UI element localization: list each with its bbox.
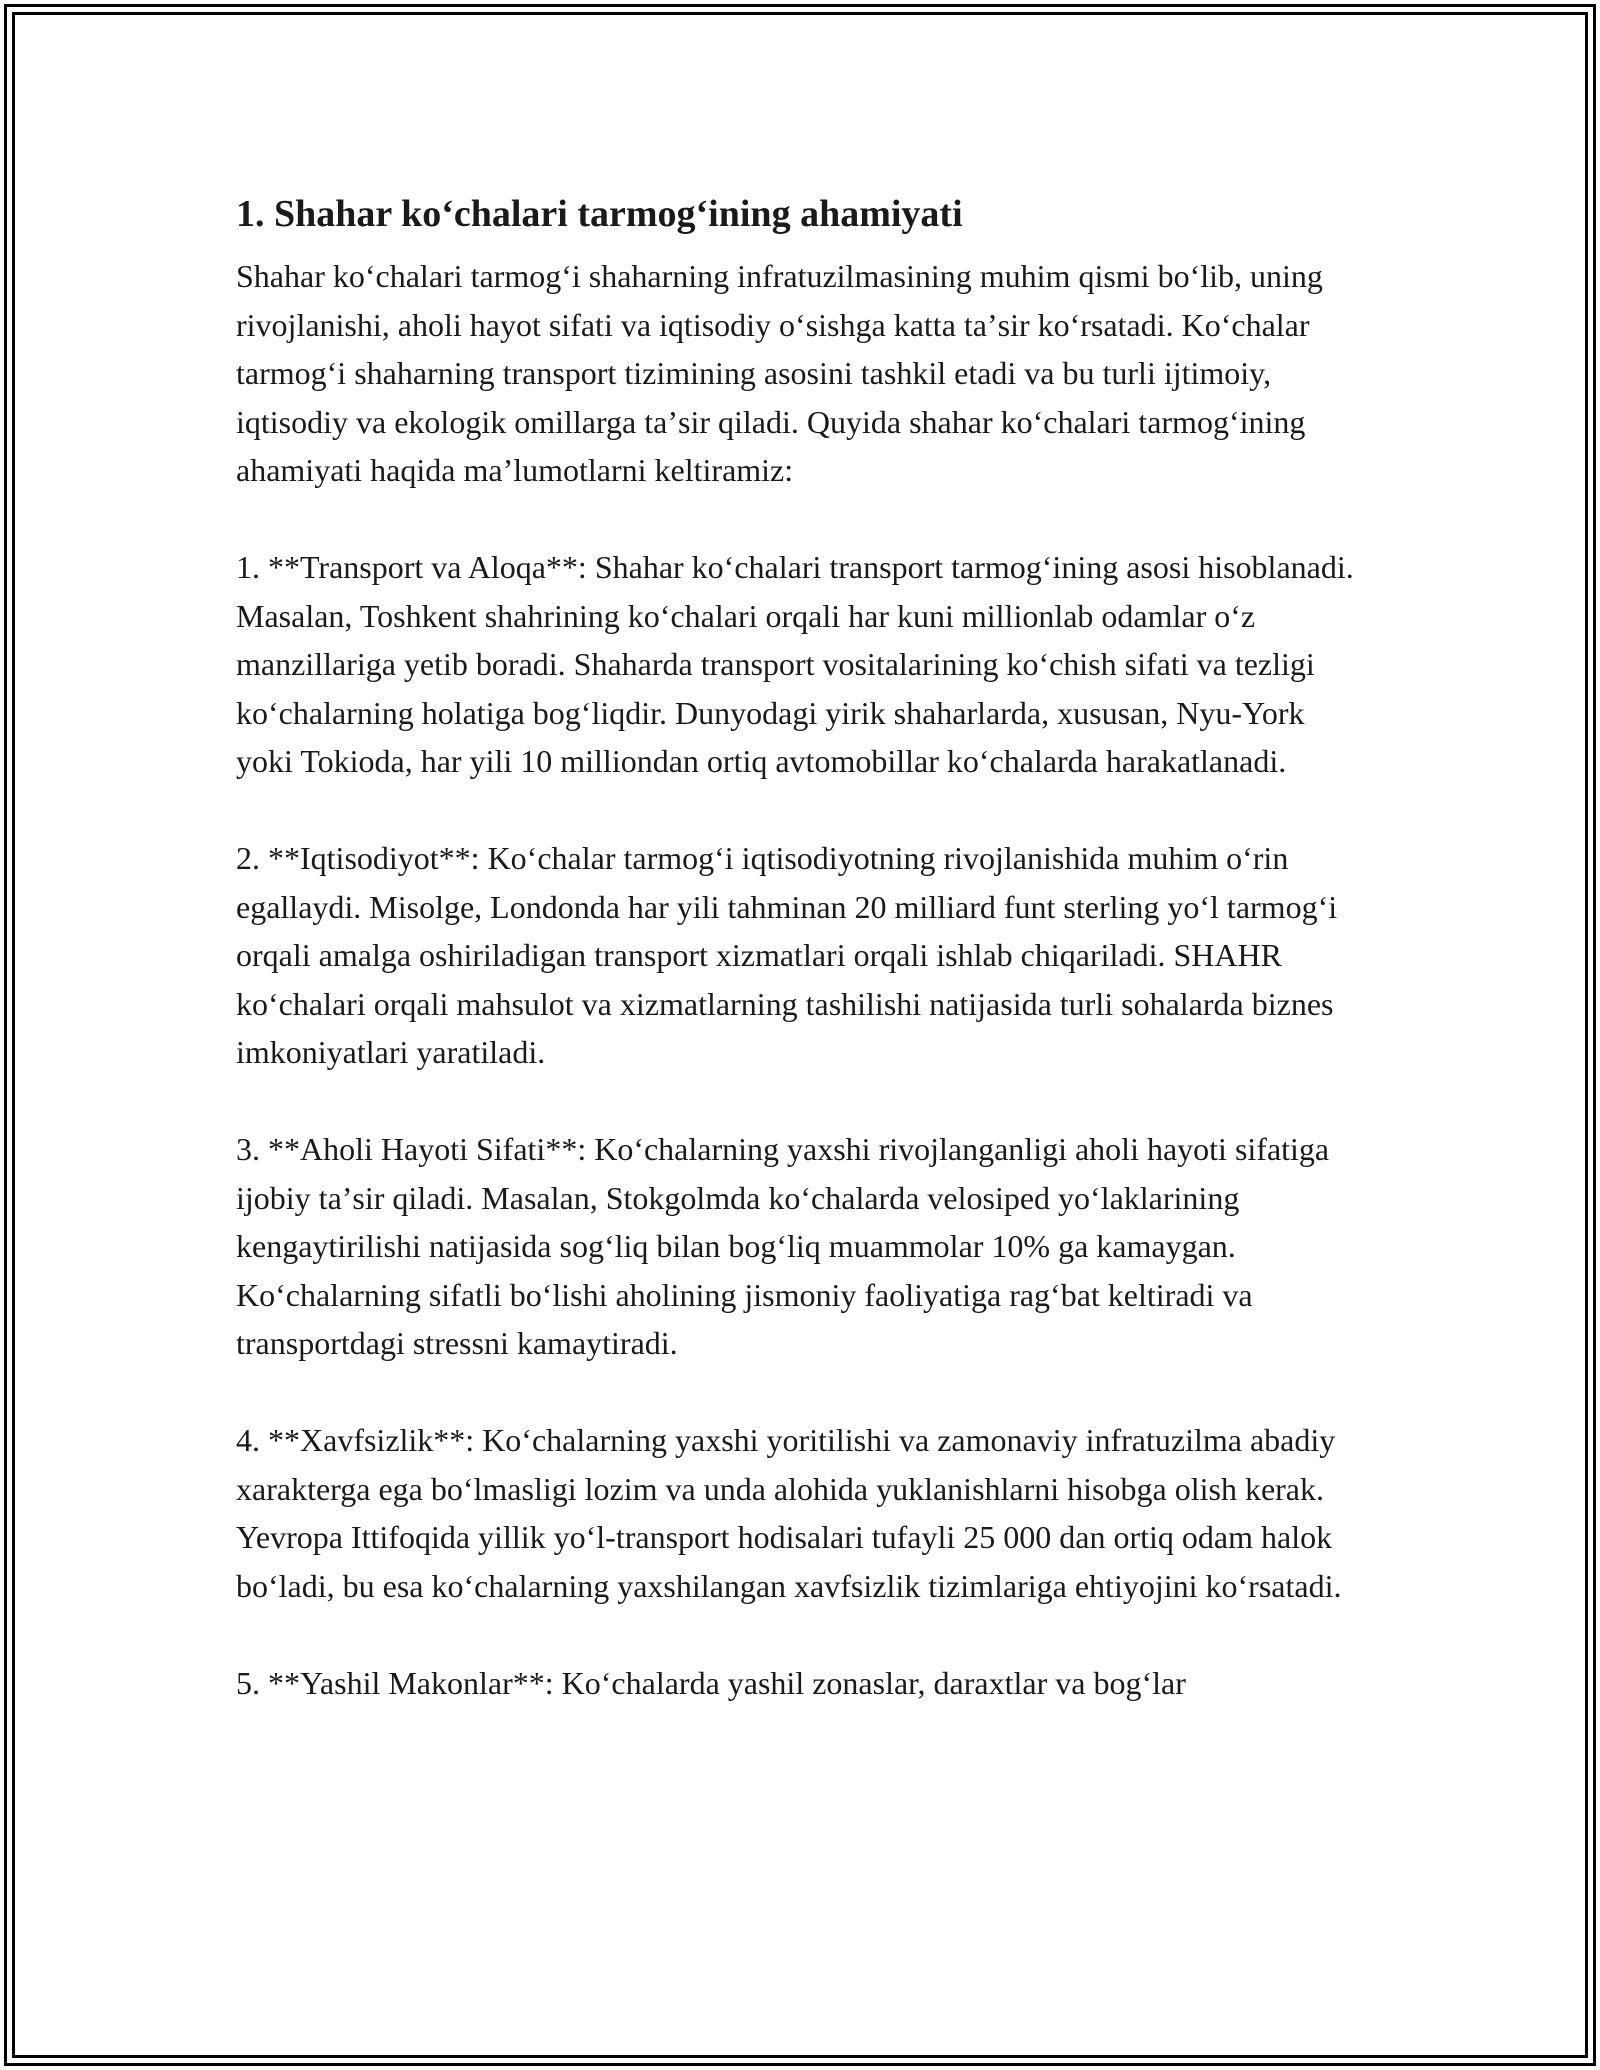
intro-paragraph: Shahar koʻchalari tarmogʻi shaharning infratuzilmasining muhim qismi boʻlib, uning rivojlanishi, aholi hayot sifati va iqtisodiy oʻsishga katta taʼsir koʻrsatadi. Koʻchalar tarmogʻi shaharning transport tizimining asosini tashkil etadi va bu turli ijtimoiy, iqtisodiy va ekologik omillarga taʼsir qiladi. Quyida shahar koʻchalari tarmogʻining ahamiyati haqida maʼlumotlarni keltiramiz:: [236, 258, 1323, 488]
document-page: [236, 186, 1366, 1707]
list-item-quality-of-life: 3. **Aholi Hayoti Sifati**: Koʻchalarning yaxshi rivojlanganligi aholi hayoti sifatiga ijobiy taʼsir qiladi. Masalan, Stokgolmda koʻchalarda velosiped yoʻlaklarining kengaytirilishi natijasida sogʻliq bilan bogʻliq muammolar 10% ga kamaygan. Koʻchalarning sifatli boʻlishi aholining jismoniy faoliyatiga ragʻbat keltiradi va transportdagi stressni kamaytiradi.: [236, 1131, 1330, 1361]
list-item-economy: 2. **Iqtisodiyot**: Koʻchalar tarmogʻi iqtisodiyotning rivojlanishida muhim oʻrin egallaydi. Misolge, Londonda har yili tahminan 20 milliard funt sterling yoʻl tarmogʻi orqali amalga oshiriladigan transport xizmatlari orqali ishlab chiqariladi. SHAHR koʻchalari orqali mahsulot va xizmatlarning tashilishi natijasida turli sohalarda biznes imkoniyatlari yaratiladi.: [236, 840, 1338, 1070]
list-item-green-spaces: 5. **Yashil Makonlar**: Koʻchalarda yashil zonaslar, daraxtlar va bogʻlar: [236, 1664, 1186, 1701]
section-title: 1. Shahar koʻchalari tarmogʻining ahamiyati: [236, 193, 963, 235]
list-item-transport: 1. **Transport va Aloqa**: Shahar koʻchalari transport tarmogʻining asosi hisoblanadi. Masalan, Toshkent shahrining koʻchalari orqali har kuni millionlab odamlar oʻz manzillariga yetib boradi. Shaharda transport vositalarining koʻchish sifati va tezligi koʻchalarning holatiga bogʻliqdir. Dunyodagi yirik shaharlarda, xususan, Nyu-York yoki Tokioda, har yili 10 milliondan ortiq avtomobillar koʻchalarda harakatlanadi.: [236, 549, 1354, 779]
list-item-safety: 4. **Xavfsizlik**: Koʻchalarning yaxshi yoritilishi va zamonaviy infratuzilma abadiy xarakterga ega boʻlmasligi lozim va unda alohida yuklanishlarni hisobga olish kerak. Yevropa Ittifoqida yillik yoʻl-transport hodisalari tufayli 25 000 dan ortiq odam halok boʻladi, bu esa koʻchalarning yaxshilangan xavfsizlik tizimlariga ehtiyojini koʻrsatadi.: [236, 1422, 1342, 1604]
